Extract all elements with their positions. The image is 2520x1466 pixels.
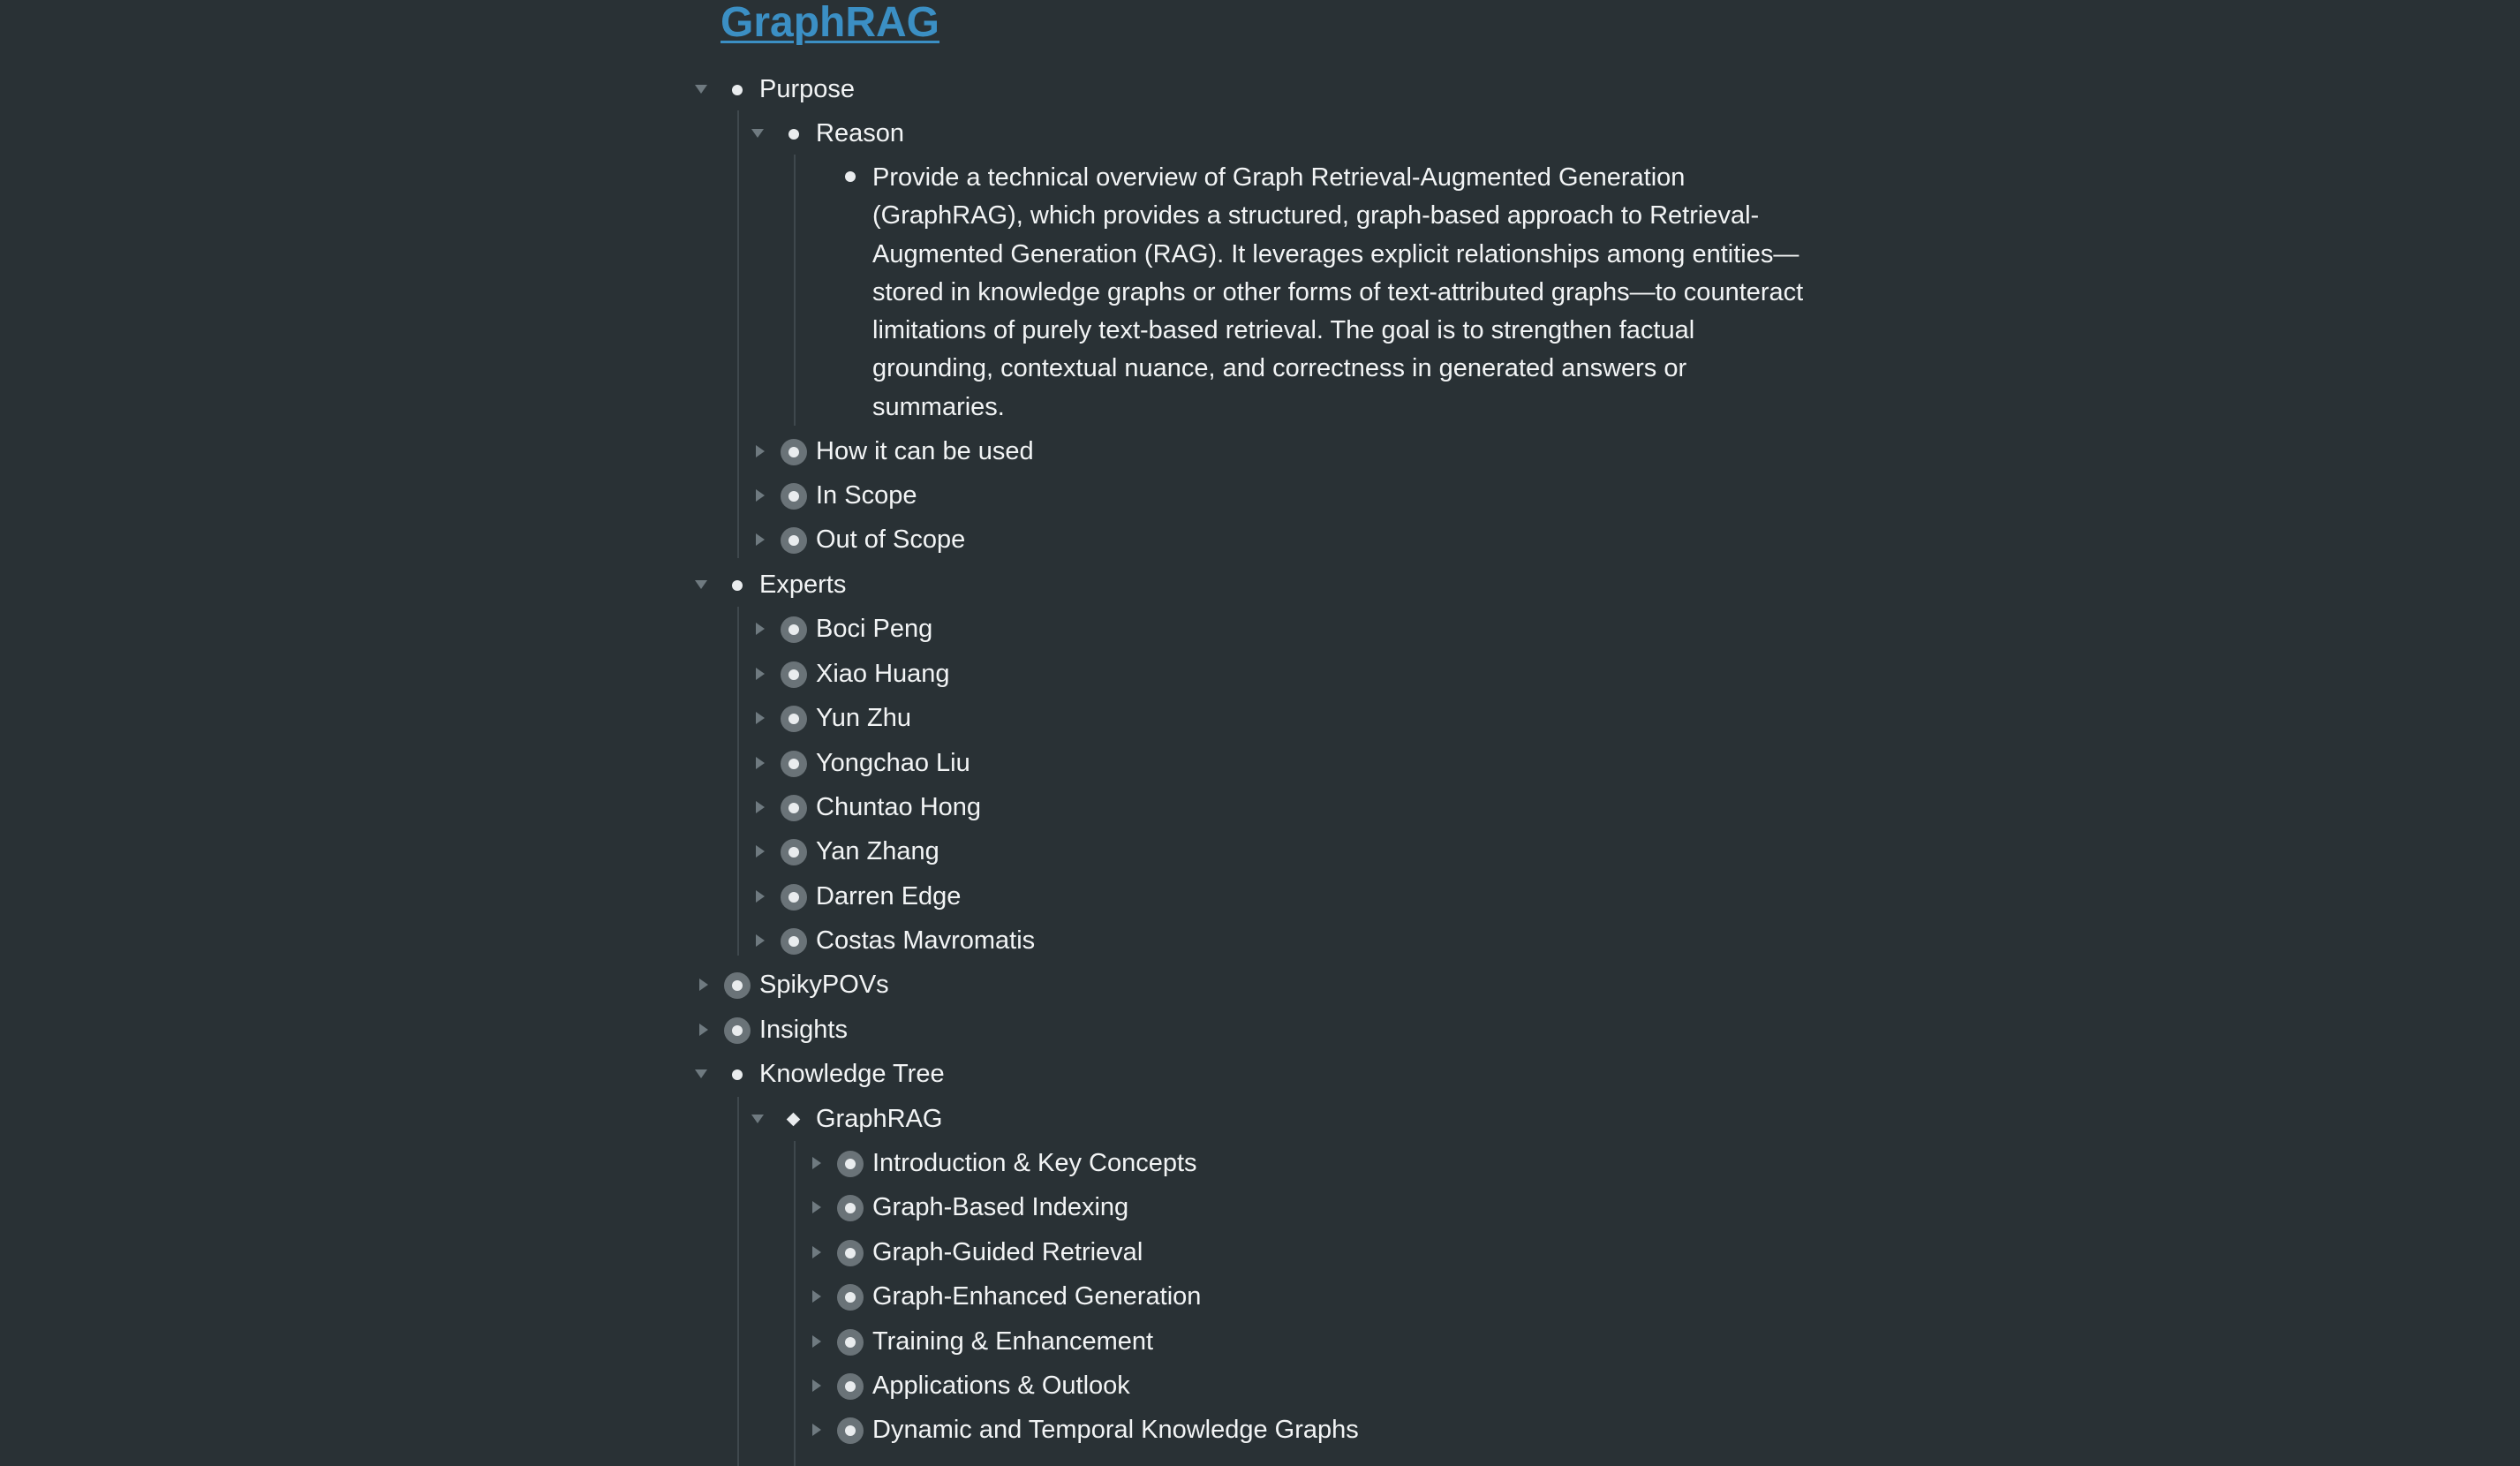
outline-item-label: Knowledge Tree [759,1060,945,1088]
outline-item-label: Graph-Guided Retrieval [872,1238,1143,1266]
outline-item-label: Xiao Huang [816,660,950,688]
expand-caret-icon[interactable] [756,934,765,947]
expand-caret-icon[interactable] [756,757,765,769]
expand-caret-icon[interactable] [756,668,765,680]
outline-item-expert[interactable] [0,607,2520,651]
collapse-caret-icon[interactable] [751,1115,764,1123]
collapsed-bullet-icon[interactable] [781,483,807,510]
collapsed-bullet-icon[interactable] [837,1373,864,1400]
collapsed-bullet-icon[interactable] [781,884,807,911]
collapsed-bullet-icon[interactable] [837,1284,864,1311]
expand-caret-icon[interactable] [756,712,765,724]
collapsed-bullet-icon[interactable] [837,1240,864,1266]
collapsed-bullet-icon[interactable] [724,972,751,999]
collapsed-bullet-icon[interactable] [837,1151,864,1177]
outline-item-label: Yongchao Liu [816,749,970,777]
outline-item-label: Reason [816,119,904,147]
outline-item-label: Chuntao Hong [816,793,982,821]
outline-item-label: Costas Mavromatis [816,926,1036,955]
outline-item-topic[interactable] [0,1185,2520,1229]
outline-item-graphrag[interactable] [0,1097,2520,1141]
bullet-icon[interactable] [732,580,743,591]
expand-caret-icon[interactable] [812,1157,821,1169]
expand-caret-icon[interactable] [699,1024,708,1036]
outline-item-in-scope[interactable] [0,473,2520,518]
outline-item-label: SpikyPOVs [759,971,889,999]
outline-item-spikypovs[interactable] [0,963,2520,1007]
collapsed-bullet-icon[interactable] [781,661,807,688]
outline-item-label: Darren Edge [816,882,962,911]
outline-item-expert[interactable] [0,829,2520,873]
expand-caret-icon[interactable] [812,1290,821,1303]
outline-item-label: GraphRAG [816,1105,943,1133]
expand-caret-icon[interactable] [756,623,765,635]
outline-item-label: How it can be used [816,437,1034,465]
expand-caret-icon[interactable] [756,445,765,457]
outline-item-label: Experts [759,571,847,599]
diamond-bullet-icon[interactable] [787,1113,801,1127]
collapsed-bullet-icon[interactable] [781,616,807,643]
outline-item-label: Graph-Based Indexing [872,1193,1129,1221]
outline-item-label: Boci Peng [816,615,933,643]
collapse-caret-icon[interactable] [695,1069,707,1078]
outline-item-label: Introduction & Key Concepts [872,1149,1197,1177]
outline-item-label: Graph-Enhanced Generation [872,1282,1202,1311]
expand-caret-icon[interactable] [756,801,765,813]
outline-item-purpose[interactable] [0,67,2520,111]
bullet-icon[interactable] [732,1069,743,1080]
collapsed-bullet-icon[interactable] [837,1329,864,1356]
outline-item-how-it-can-be-used[interactable] [0,429,2520,473]
outline-item-expert[interactable] [0,696,2520,740]
bullet-icon[interactable] [788,129,799,140]
outline-item-topic[interactable] [0,1141,2520,1185]
bullet-icon[interactable] [732,85,743,95]
collapsed-bullet-icon[interactable] [781,839,807,865]
collapsed-bullet-icon[interactable] [781,527,807,554]
outline-item-label: In Scope [816,481,917,510]
expand-caret-icon[interactable] [756,489,765,502]
outline-item-experts[interactable] [0,563,2520,607]
reason-text: Provide a technical overview of Graph Retrieval-Augmented Generation (GraphRAG), which provides a structured, graph-based approach to Retrieval-Augmented Generation (RAG). It leverages explicit relationships among entities—stored in knowledge graphs or other forms of text-attributed graphs—to counteract limitations of purely text-based retrieval. The goal is to strengthen factual grounding, contextual nuance, and correctness in generated answers or summaries. [872,163,1804,421]
collapsed-bullet-icon[interactable] [781,439,807,465]
collapsed-bullet-icon[interactable] [837,1417,864,1444]
expand-caret-icon[interactable] [812,1246,821,1258]
expand-caret-icon[interactable] [812,1379,821,1392]
outline-item-expert[interactable] [0,741,2520,785]
collapse-caret-icon[interactable] [751,129,764,138]
outline-item-expert[interactable] [0,918,2520,963]
outline-item-topic[interactable] [0,1274,2520,1319]
collapsed-bullet-icon[interactable] [781,751,807,777]
outline-item-topic[interactable] [0,1319,2520,1364]
collapse-caret-icon[interactable] [695,85,707,94]
collapsed-bullet-icon[interactable] [837,1195,864,1221]
outline-item-label: Applications & Outlook [872,1372,1130,1400]
outline-item-label: Out of Scope [816,525,966,554]
expand-caret-icon[interactable] [756,845,765,858]
expand-caret-icon[interactable] [699,979,708,991]
outline-item-label: Dynamic and Temporal Knowledge Graphs [872,1416,1359,1444]
outline-item-label: Yan Zhang [816,837,939,865]
outline-item-reason[interactable] [0,111,2520,155]
collapsed-bullet-icon[interactable] [781,928,807,955]
outline-item-knowledge-tree[interactable] [0,1052,2520,1096]
outline-item-out-of-scope[interactable] [0,518,2520,562]
outline-item-label: Yun Zhu [816,704,912,732]
collapsed-bullet-icon[interactable] [781,795,807,821]
outline-item-topic[interactable] [0,1364,2520,1408]
outline-item-topic[interactable] [0,1230,2520,1274]
outline-item-expert[interactable] [0,874,2520,918]
collapse-caret-icon[interactable] [695,580,707,589]
expand-caret-icon[interactable] [812,1335,821,1348]
expand-caret-icon[interactable] [812,1201,821,1213]
collapsed-bullet-icon[interactable] [724,1017,751,1044]
outline-item-insights[interactable] [0,1008,2520,1052]
guide-line-reason [794,155,796,426]
outline-item-topic[interactable] [0,1408,2520,1452]
collapsed-bullet-icon[interactable] [781,706,807,732]
outline-item-label: Insights [759,1016,848,1044]
outline-item-label: Training & Enhancement [872,1327,1154,1356]
outline-item-label: Purpose [759,75,856,103]
expand-caret-icon[interactable] [756,890,765,903]
expand-caret-icon[interactable] [756,533,765,546]
bullet-icon[interactable] [845,171,856,182]
expand-caret-icon[interactable] [812,1424,821,1436]
page-title[interactable]: GraphRAG [721,0,940,46]
outline-item-expert[interactable] [0,785,2520,829]
outline-item-expert[interactable] [0,652,2520,696]
